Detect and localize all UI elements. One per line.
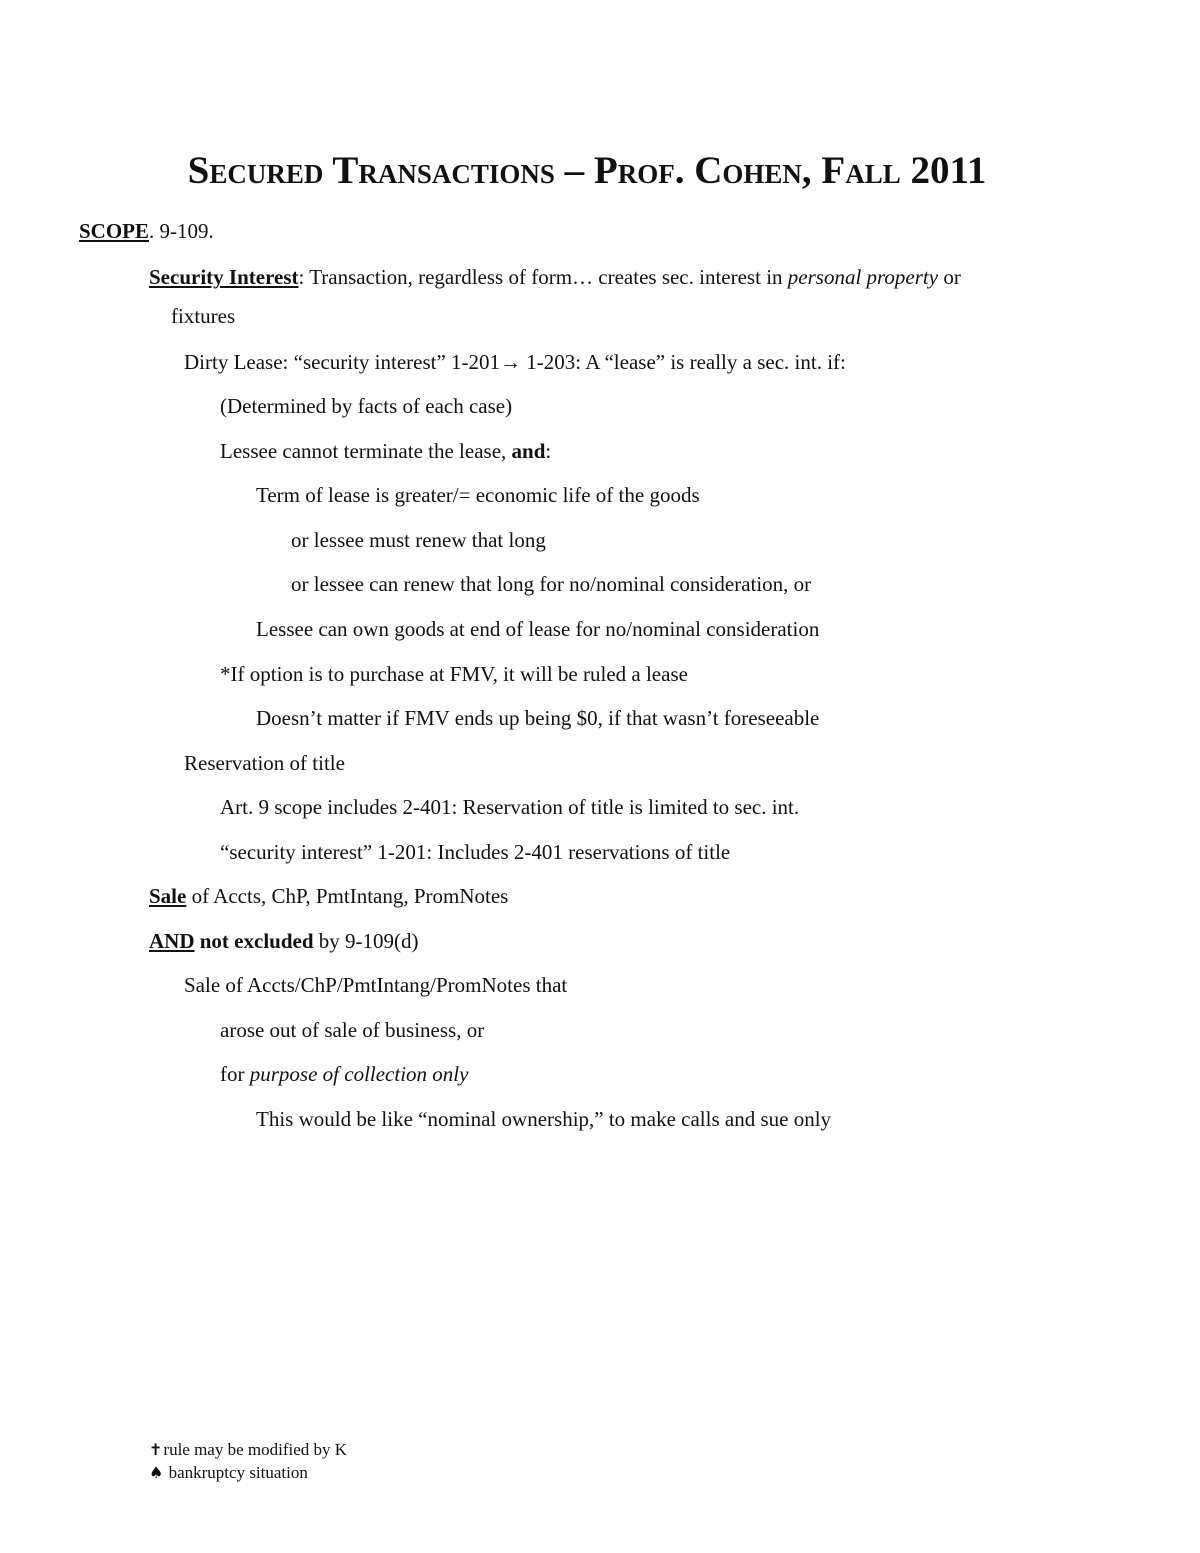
cross-icon: ✝	[149, 1440, 163, 1459]
own-goods-line: Lessee can own goods at end of lease for no/nominal consideration	[256, 617, 820, 641]
nominal-line: This would be like “nominal ownership,” to make calls and sue only	[256, 1107, 832, 1131]
purpose-line	[220, 1061, 468, 1087]
purpose-for: for	[220, 1062, 250, 1086]
arose-line: arose out of sale of business, or	[220, 1018, 485, 1042]
scope-heading: SCOPE	[79, 219, 150, 243]
term-line: Term of lease is greater/= economic life of the goods	[256, 483, 700, 507]
and-heading: AND	[149, 929, 195, 953]
footnote-spade	[149, 1461, 347, 1484]
lessee-text: Lessee cannot terminate the lease,	[220, 439, 512, 463]
scope-ref: . 9-109.	[149, 219, 214, 243]
footnotes	[149, 1438, 347, 1484]
and-not-excluded-line	[149, 928, 419, 954]
reservation-line: Reservation of title	[184, 751, 345, 775]
footnote-cross	[149, 1438, 347, 1461]
fmv-line: *If option is to purchase at FMV, it will be ruled a lease	[220, 662, 688, 686]
fmv-zero-line: Doesn’t matter if FMV ends up being $0, if that wasn’t foreseeable	[256, 706, 820, 730]
spade-icon: ♠	[149, 1463, 164, 1482]
sale-text: of Accts, ChP, PmtIntang, PromNotes	[186, 884, 509, 908]
must-renew-line: or lessee must renew that long	[291, 528, 546, 552]
art9-line: Art. 9 scope includes 2-401: Reservation of title is limited to sec. int.	[220, 795, 800, 819]
security-interest-emphasis: personal property	[787, 265, 939, 289]
can-renew-line: or lessee can renew that long for no/nominal consideration, or	[291, 572, 812, 596]
security-interest-continued: fixtures	[171, 304, 236, 328]
security-interest-text: : Transaction, regardless of form… creates sec. interest in	[298, 265, 788, 289]
and-not-ref: by 9-109(d)	[313, 929, 419, 953]
footnote-spade-text: bankruptcy situation	[164, 1463, 308, 1482]
purpose-emphasis: purpose of collection only	[249, 1062, 469, 1086]
scope-line	[79, 218, 214, 244]
security-interest-tail: or	[938, 265, 961, 289]
footnote-cross-text: rule may be modified by K	[163, 1440, 348, 1459]
security-interest-line	[149, 264, 961, 290]
dirty-lease-line: Dirty Lease: “security interest” 1-201→ 1-203: A “lease” is really a sec. int. if:	[184, 350, 846, 374]
sale-heading: Sale	[149, 884, 187, 908]
determined-line: (Determined by facts of each case)	[220, 394, 513, 418]
lessee-colon: :	[545, 439, 552, 463]
si-includes-line: “security interest” 1-201: Includes 2-401 reservations of title	[220, 840, 731, 864]
security-interest-heading: Security Interest	[149, 265, 299, 289]
lessee-and: and	[511, 439, 546, 463]
page-title: Secured Transactions – Prof. Cohen, Fall 2011	[187, 149, 987, 192]
lessee-line	[220, 438, 551, 464]
sale-of-line: Sale of Accts/ChP/PmtIntang/PromNotes that	[184, 973, 568, 997]
sale-line	[149, 883, 508, 909]
not-excluded: not excluded	[194, 929, 314, 953]
